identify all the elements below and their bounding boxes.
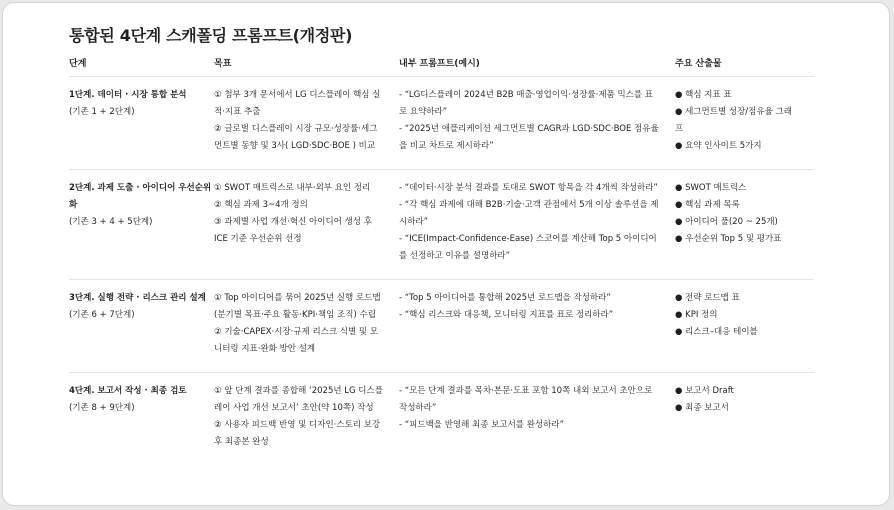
output-item: ● KPI 정의	[675, 310, 718, 320]
prompt-item: - “ICE(Impact-Confidence-Ease) 스코어를 계산해 Top 5 아이디어를 선정하고 이유를 설명하라”	[399, 234, 657, 261]
goal-item: ② 사용자 피드백 반영 및 디자인·스토리 보강 후 최종본 완성	[214, 420, 381, 447]
prompt-item: - “데이터·시장 분석 결과를 토대로 SWOT 항목을 각 4개씩 작성하라”	[399, 183, 658, 193]
table-row	[69, 77, 814, 170]
stage-source: (기존 3 + 4 + 5단계)	[69, 217, 153, 227]
prompt-cell	[399, 373, 675, 466]
stage-cell	[69, 77, 214, 170]
goal-item: ③ 과제별 사업 개선·혁신 아이디어 생성 후 ICE 기준 우선순위 선정	[214, 217, 372, 244]
stage-title: 4단계. 보고서 작성 · 최종 검토	[69, 386, 187, 396]
stage-source: (기존 8 + 9단계)	[69, 403, 135, 413]
table-row	[69, 280, 814, 373]
stage-source: (기존 6 + 7단계)	[69, 310, 135, 320]
output-item: ● 요약 인사이트 5가지	[675, 141, 762, 151]
goal-cell	[214, 170, 399, 280]
prompt-item: - “모든 단계 결과를 목차·본문·도표 포함 10쪽 내외 보고서 초안으로 작성하라”	[399, 386, 653, 413]
output-cell	[675, 280, 814, 373]
stage-source: (기존 1 + 2단계)	[69, 107, 135, 117]
stage-title: 1단계. 데이터 · 시장 통합 분석	[69, 90, 187, 100]
output-item: ● 전략 로드맵 표	[675, 293, 740, 303]
goal-item: ① Top 아이디어를 묶어 2025년 실행 로드맵(분기별 목표·주요 활동·KPI·책임 조직) 수립	[214, 293, 381, 320]
prompt-item: - “각 핵심 과제에 대해 B2B·기술·고객 관점에서 5개 이상 솔루션을 제시하라”	[399, 200, 659, 227]
stage-title: 3단계. 실행 전략 · 리스크 관리 설계	[69, 293, 206, 303]
prompt-cell	[399, 170, 675, 280]
table-row	[69, 170, 814, 280]
prompt-item: - “LG디스플레이 2024년 B2B 매출·영업이익·성장률·제품 믹스를 표로 요약하라”	[399, 90, 653, 117]
prompt-item: - “2025년 애플리케이션 세그먼트별 CAGR과 LGD·SDC·BOE 점유율을 비교 차트로 제시하라”	[399, 124, 659, 151]
output-item: ● 최종 보고서	[675, 403, 729, 413]
scaffolding-table	[69, 56, 814, 465]
output-cell	[675, 77, 814, 170]
header-prompt: 내부 프롬프트(예시)	[399, 56, 675, 77]
prompt-item: - “Top 5 아이디어를 통합해 2025년 로드맵을 작성하라”	[399, 293, 611, 303]
output-item: ● 핵심 지표 표	[675, 90, 732, 100]
header-goal: 목표	[214, 56, 399, 77]
goal-item: ② 핵심 과제 3~4개 정의	[214, 200, 308, 210]
output-item: ● 우선순위 Top 5 및 평가표	[675, 234, 782, 244]
goal-item: ② 기술·CAPEX·시장·규제 리스크 식별 및 모니터링 지표·완화 방안 설계	[214, 327, 379, 354]
prompt-cell	[399, 77, 675, 170]
goal-item: ① SWOT 매트릭스로 내부·외부 요인 정리	[214, 183, 371, 193]
output-item: ● 아이디어 풀(20 ~ 25개)	[675, 217, 778, 227]
prompt-item: - “핵심 리스크와 대응책, 모니터링 지표를 표로 정리하라”	[399, 310, 614, 320]
output-item: ● SWOT 매트릭스	[675, 183, 747, 193]
goal-item: ② 글로벌 디스플레이 시장 규모·성장률·세그먼트별 동향 및 3사( LGD·SDC·BOE ) 비교	[214, 124, 378, 151]
output-item: ● 보고서 Draft	[675, 386, 734, 396]
output-item: ● 리스크–대응 테이블	[675, 327, 758, 337]
goal-item: ① 첨부 3개 문서에서 LG 디스플레이 핵심 실적·지표 추출	[214, 90, 381, 117]
goal-cell	[214, 77, 399, 170]
content-card	[2, 2, 890, 506]
stage-title: 2단계. 과제 도출 · 아이디어 우선순위화	[69, 183, 212, 210]
page-title: 통합된 4단계 스캐폴딩 프롬프트(개정판)	[69, 26, 353, 45]
prompt-cell	[399, 280, 675, 373]
goal-cell	[214, 373, 399, 466]
stage-cell	[69, 170, 214, 280]
header-stage: 단계	[69, 56, 214, 77]
output-item: ● 핵심 과제 목록	[675, 200, 740, 210]
prompt-item: - “피드백을 반영해 최종 보고서를 완성하라”	[399, 420, 564, 430]
table-row	[69, 373, 814, 466]
header-output: 주요 산출물	[675, 56, 814, 77]
stage-cell	[69, 373, 214, 466]
output-cell	[675, 170, 814, 280]
output-item: ● 세그먼트별 성장/점유율 그래프	[675, 107, 792, 134]
output-cell	[675, 373, 814, 466]
goal-cell	[214, 280, 399, 373]
stage-cell	[69, 280, 214, 373]
goal-item: ① 앞 단계 결과를 종합해 ‘2025년 LG 디스플레이 사업 개선 보고서’ 초안(약 10쪽) 작성	[214, 386, 383, 413]
table-header-row	[69, 56, 814, 77]
